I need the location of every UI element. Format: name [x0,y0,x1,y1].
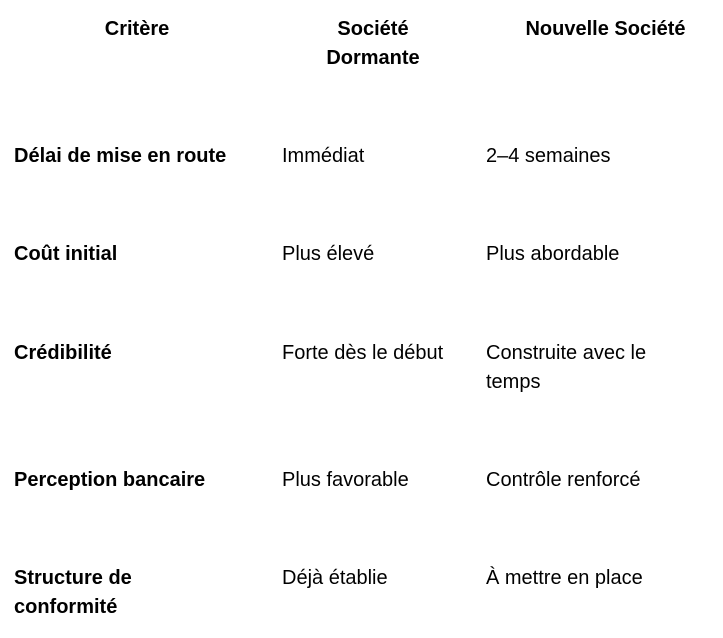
dormant-value: Déjà établie [282,567,388,589]
header-new-company: Nouvelle Société [525,18,686,40]
dormant-value: Plus favorable [282,469,409,491]
new-value: Contrôle renforcé [486,469,641,491]
new-value: Plus abordable [486,243,620,265]
new-value: Construite avec le temps [486,342,647,393]
dormant-value: Forte dès le début [282,342,444,364]
criterion-label: Perception bancaire [14,469,206,491]
criterion-label: Délai de mise en route [14,145,227,167]
criterion-label: Coût initial [14,243,118,265]
dormant-value: Immédiat [282,145,365,167]
criterion-label: Structure de conformité [14,567,132,618]
header-criterion: Critère [104,18,170,40]
criterion-label: Crédibilité [14,342,112,364]
new-value: À mettre en place [486,567,643,589]
header-dormant-company: Société Dormante [326,18,420,69]
new-value: 2–4 semaines [486,145,611,167]
dormant-value: Plus élevé [282,243,375,265]
